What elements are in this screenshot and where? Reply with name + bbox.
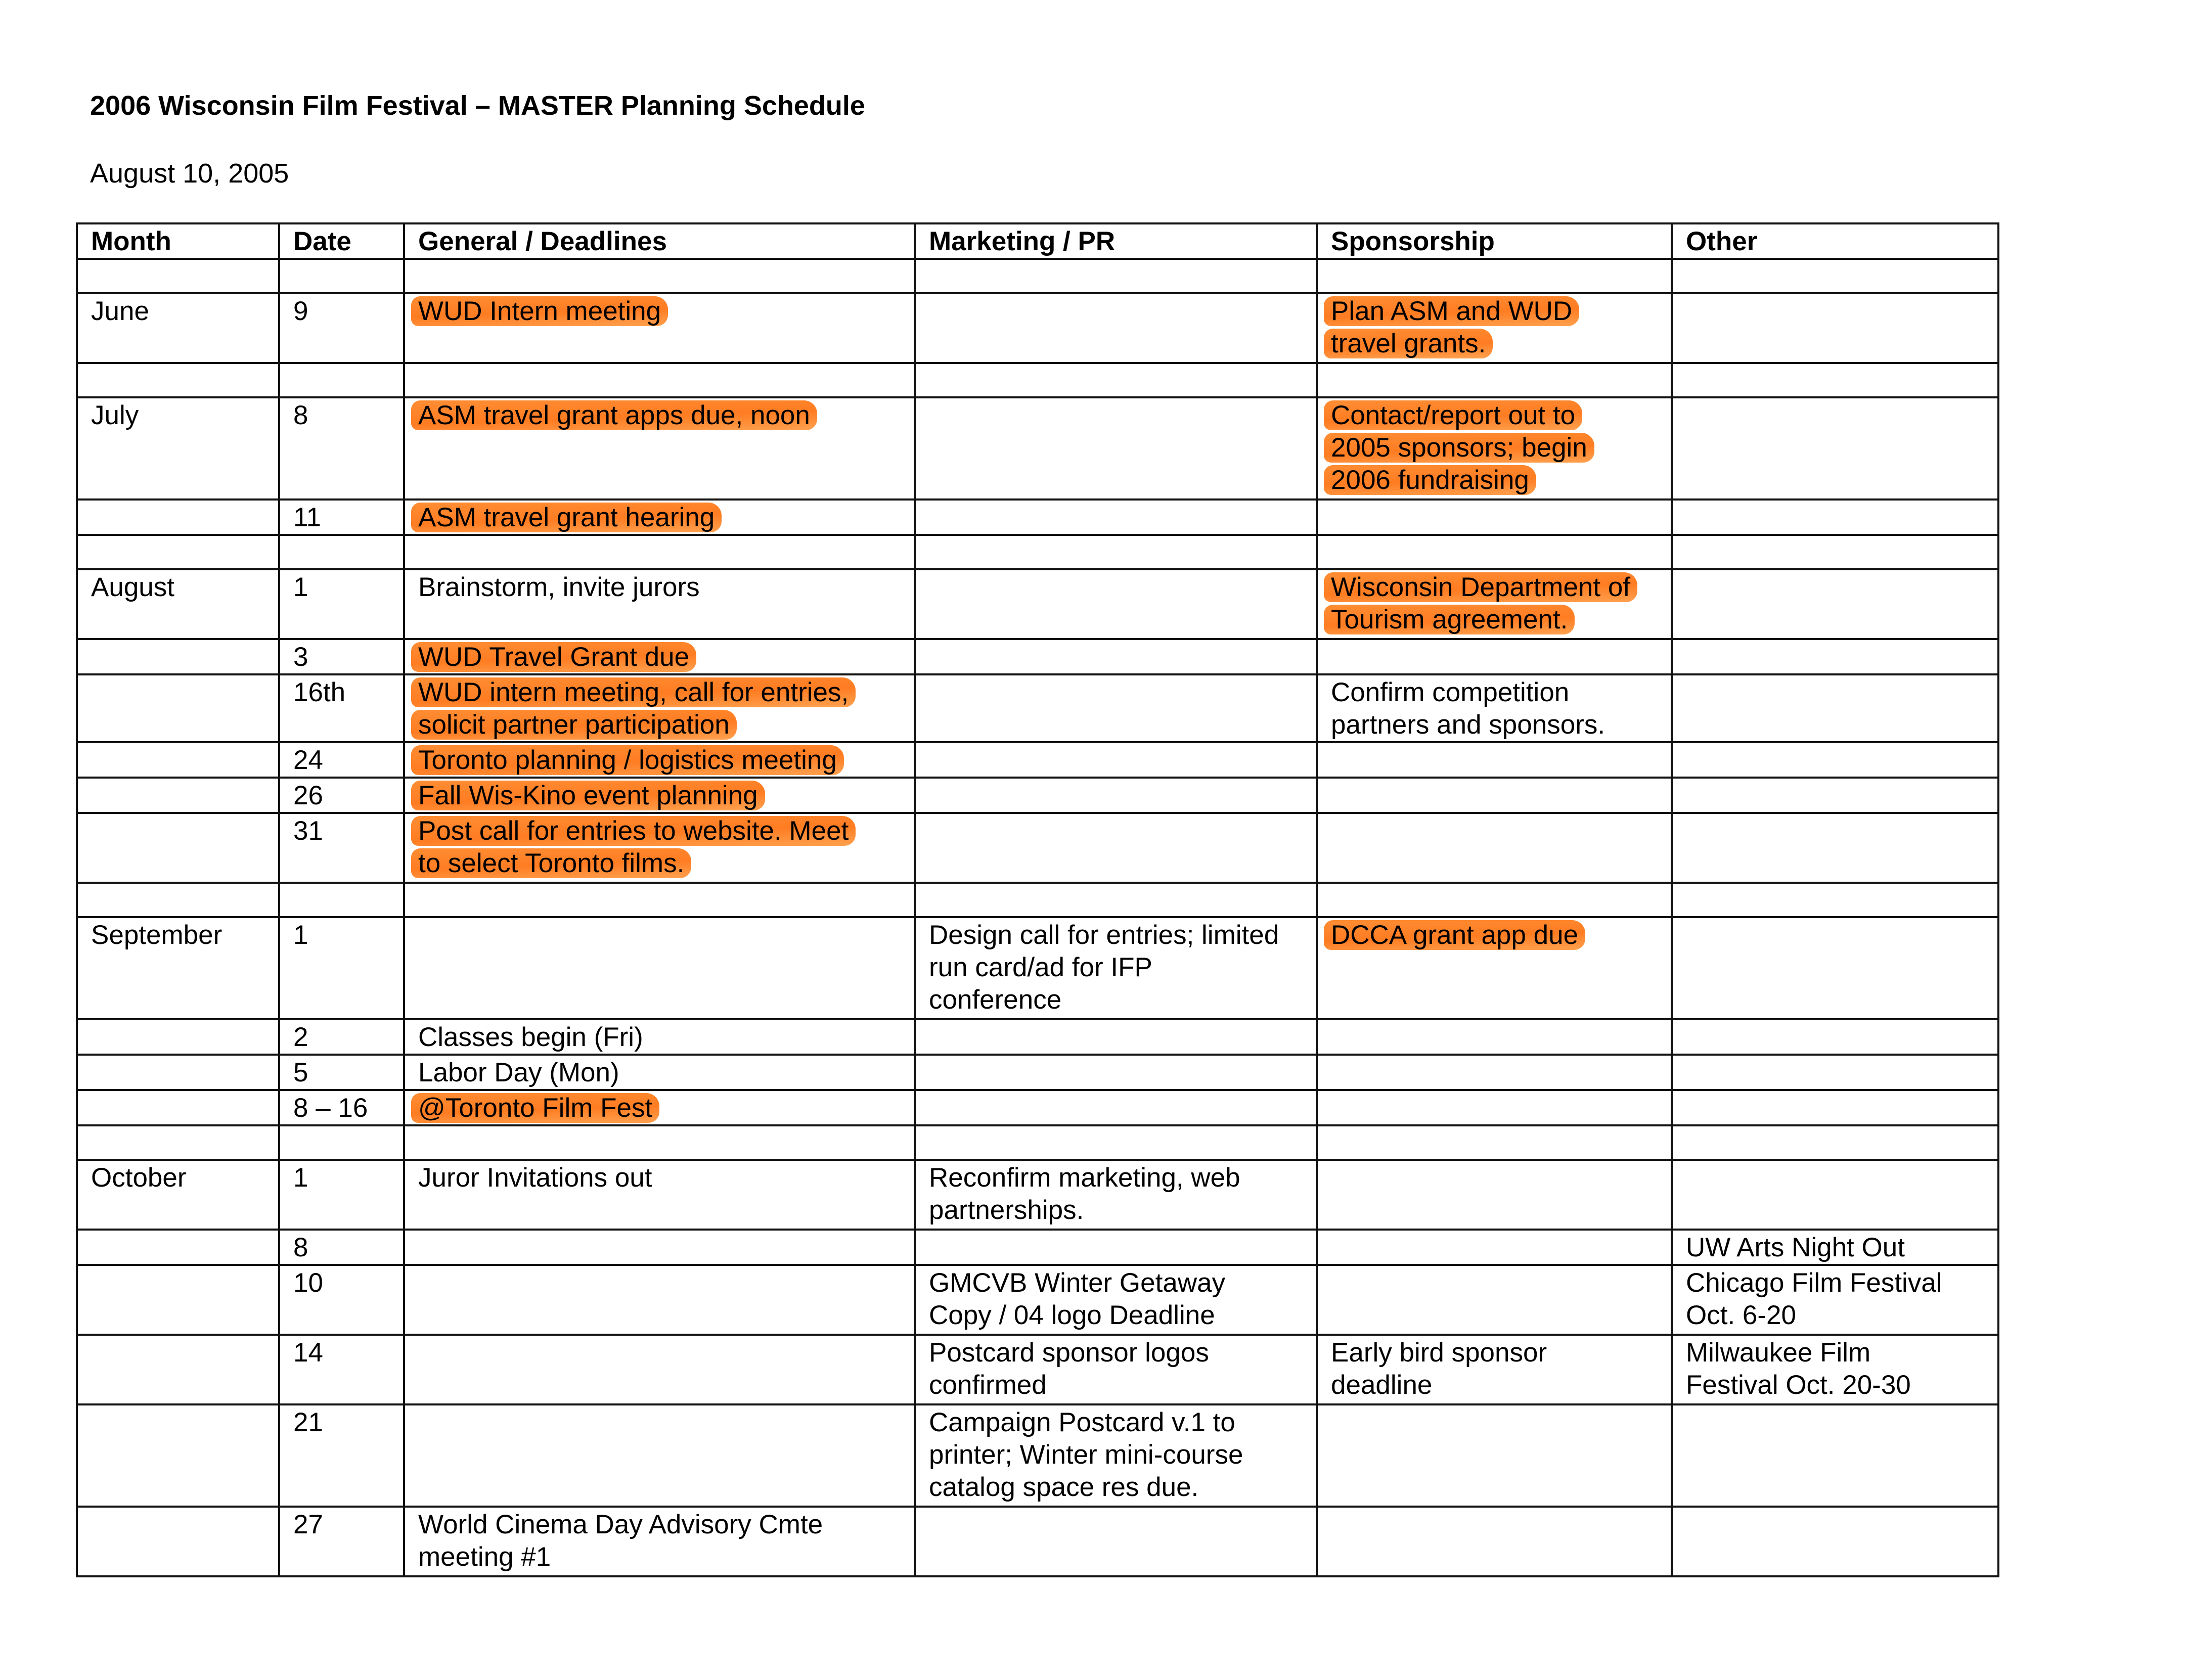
month-text: June <box>91 296 149 326</box>
date-cell <box>279 1160 404 1230</box>
other-cell <box>1672 813 1998 883</box>
general-text-highlighted: WUD Travel Grant due <box>411 642 696 672</box>
month-cell <box>77 917 279 1019</box>
date-text: 14 <box>293 1338 323 1368</box>
marketing-cell <box>915 569 1317 639</box>
general-cell <box>404 1230 915 1265</box>
sponsorship-text: Early bird sponsor deadline <box>1331 1338 1547 1400</box>
table-row <box>77 917 1998 1019</box>
general-cell <box>404 1055 915 1090</box>
sponsorship-cell <box>1317 293 1672 363</box>
marketing-cell <box>915 1335 1317 1404</box>
date-cell <box>279 883 404 917</box>
header-row <box>77 223 1998 259</box>
general-text-highlighted: Toronto planning / logistics meeting <box>411 745 844 775</box>
general-text-highlighted: ASM travel grant hearing <box>411 503 722 532</box>
other-cell <box>1672 1125 1998 1160</box>
date-cell <box>279 1055 404 1090</box>
general-cell <box>404 883 915 917</box>
marketing-cell <box>915 397 1317 500</box>
month-cell <box>77 1090 279 1125</box>
other-text: UW Arts Night Out <box>1686 1233 1905 1262</box>
table-row <box>77 813 1998 883</box>
sponsorship-cell <box>1317 1019 1672 1055</box>
general-cell <box>404 1125 915 1160</box>
date-cell <box>279 917 404 1019</box>
date-cell <box>279 500 404 535</box>
month-cell <box>77 259 279 293</box>
other-cell <box>1672 293 1998 363</box>
other-cell <box>1672 1055 1998 1090</box>
sponsorship-cell <box>1317 1125 1672 1160</box>
header-other: Other <box>1672 223 1998 259</box>
month-cell <box>77 363 279 397</box>
marketing-cell <box>915 1019 1317 1055</box>
date-cell <box>279 535 404 569</box>
general-text-highlighted: ASM travel grant apps due, noon <box>411 400 817 430</box>
date-cell <box>279 1090 404 1125</box>
month-cell <box>77 1019 279 1055</box>
month-cell <box>77 1160 279 1230</box>
marketing-text: Postcard sponsor logos confirmed <box>929 1338 1209 1400</box>
sponsorship-cell <box>1317 639 1672 674</box>
spacer-row <box>77 883 1998 917</box>
other-cell <box>1672 1265 1998 1335</box>
table-row <box>77 569 1998 639</box>
month-cell <box>77 813 279 883</box>
table-row <box>77 1019 1998 1055</box>
sponsorship-text-highlighted: Wisconsin Department of Tourism agreement. <box>1324 572 1637 634</box>
general-text: World Cinema Day Advisory Cmte meeting #1 <box>418 1510 823 1572</box>
table-row <box>77 1404 1998 1507</box>
date-text: 1 <box>293 1163 308 1193</box>
marketing-text: Design call for entries; limited run card/ad for IFP conference <box>929 920 1279 1015</box>
date-text: 10 <box>293 1268 323 1298</box>
month-cell <box>77 674 279 742</box>
month-text: August <box>91 572 175 602</box>
date-text: 24 <box>293 745 323 775</box>
date-cell <box>279 813 404 883</box>
date-text: 1 <box>293 572 308 602</box>
general-cell <box>404 1019 915 1055</box>
sponsorship-cell <box>1317 259 1672 293</box>
header-date: Date <box>279 223 404 259</box>
sponsorship-text: Confirm competition partners and sponsors. <box>1331 677 1605 740</box>
date-cell <box>279 569 404 639</box>
date-cell <box>279 293 404 363</box>
other-cell <box>1672 742 1998 778</box>
general-text-highlighted: @Toronto Film Fest <box>411 1093 659 1123</box>
date-cell <box>279 1125 404 1160</box>
date-text: 27 <box>293 1510 323 1539</box>
general-cell <box>404 1507 915 1576</box>
other-cell <box>1672 1335 1998 1404</box>
date-text: 21 <box>293 1407 323 1437</box>
general-cell <box>404 569 915 639</box>
marketing-cell <box>915 1125 1317 1160</box>
month-cell <box>77 742 279 778</box>
table-row <box>77 639 1998 674</box>
table-row <box>77 397 1998 500</box>
month-cell <box>77 1335 279 1404</box>
spacer-row <box>77 1125 1998 1160</box>
general-cell <box>404 639 915 674</box>
spacer-row <box>77 259 1998 293</box>
general-text: Brainstorm, invite jurors <box>418 572 700 602</box>
table-row <box>77 1265 1998 1335</box>
sponsorship-cell <box>1317 363 1672 397</box>
date-text: 16th <box>293 677 346 707</box>
marketing-cell <box>915 813 1317 883</box>
marketing-cell <box>915 500 1317 535</box>
other-cell <box>1672 778 1998 813</box>
month-cell <box>77 535 279 569</box>
general-text: Labor Day (Mon) <box>418 1058 619 1087</box>
month-cell <box>77 1404 279 1507</box>
sponsorship-text-highlighted: Plan ASM and WUD travel grants. <box>1324 296 1579 358</box>
general-text-highlighted: WUD intern meeting, call for entries, solicit partner participation <box>411 677 856 740</box>
other-text: Chicago Film Festival Oct. 6-20 <box>1686 1268 1942 1330</box>
table-row <box>77 1090 1998 1125</box>
marketing-cell <box>915 259 1317 293</box>
general-cell <box>404 397 915 500</box>
marketing-cell <box>915 1090 1317 1125</box>
sponsorship-cell <box>1317 813 1672 883</box>
spacer-row <box>77 535 1998 569</box>
date-text: 8 <box>293 1233 308 1262</box>
marketing-cell <box>915 363 1317 397</box>
other-cell <box>1672 883 1998 917</box>
other-cell <box>1672 569 1998 639</box>
table-row <box>77 1335 1998 1404</box>
general-cell <box>404 535 915 569</box>
general-text-highlighted: Fall Wis-Kino event planning <box>411 781 765 810</box>
sponsorship-text-highlighted: Contact/report out to 2005 sponsors; begin 2006 fundraising <box>1324 400 1594 495</box>
other-cell <box>1672 1019 1998 1055</box>
other-cell <box>1672 1090 1998 1125</box>
sponsorship-cell <box>1317 674 1672 742</box>
sponsorship-cell <box>1317 1265 1672 1335</box>
other-cell <box>1672 500 1998 535</box>
sponsorship-cell <box>1317 1055 1672 1090</box>
date-cell <box>279 1404 404 1507</box>
marketing-cell <box>915 293 1317 363</box>
month-cell <box>77 569 279 639</box>
sponsorship-cell <box>1317 1230 1672 1265</box>
date-text: 26 <box>293 781 323 810</box>
general-cell <box>404 674 915 742</box>
date-text: 3 <box>293 642 308 672</box>
marketing-cell <box>915 1055 1317 1090</box>
table-row <box>77 674 1998 742</box>
general-text-highlighted: Post call for entries to website. Meet to select Toronto films. <box>411 816 856 878</box>
month-cell <box>77 1125 279 1160</box>
marketing-cell <box>915 1230 1317 1265</box>
other-cell <box>1672 363 1998 397</box>
other-cell <box>1672 259 1998 293</box>
month-text: July <box>91 400 139 430</box>
table-row <box>77 1160 1998 1230</box>
date-text: 8 – 16 <box>293 1093 368 1123</box>
date-cell <box>279 259 404 293</box>
header-sponsorship: Sponsorship <box>1317 223 1672 259</box>
marketing-cell <box>915 1404 1317 1507</box>
marketing-cell <box>915 883 1317 917</box>
date-cell <box>279 1019 404 1055</box>
marketing-cell <box>915 1160 1317 1230</box>
sponsorship-cell <box>1317 500 1672 535</box>
month-cell <box>77 1230 279 1265</box>
general-cell <box>404 1160 915 1230</box>
sponsorship-cell <box>1317 1507 1672 1576</box>
month-cell <box>77 500 279 535</box>
general-cell <box>404 1335 915 1404</box>
other-text: Milwaukee Film Festival Oct. 20-30 <box>1686 1338 1911 1400</box>
date-text: 1 <box>293 920 308 950</box>
marketing-cell <box>915 778 1317 813</box>
month-cell <box>77 883 279 917</box>
date-cell <box>279 363 404 397</box>
general-cell <box>404 293 915 363</box>
month-cell <box>77 1055 279 1090</box>
other-cell <box>1672 535 1998 569</box>
document-date: August 10, 2005 <box>90 158 289 189</box>
month-cell <box>77 639 279 674</box>
general-cell <box>404 917 915 1019</box>
general-text: Juror Invitations out <box>418 1163 652 1193</box>
planning-schedule-table <box>76 222 1999 1577</box>
marketing-cell <box>915 1265 1317 1335</box>
general-cell <box>404 813 915 883</box>
date-text: 31 <box>293 816 323 846</box>
general-cell <box>404 1404 915 1507</box>
sponsorship-text-highlighted: DCCA grant app due <box>1324 920 1585 950</box>
table-body <box>77 259 1998 1576</box>
month-text: September <box>91 920 222 950</box>
other-cell <box>1672 1230 1998 1265</box>
other-cell <box>1672 1160 1998 1230</box>
header-marketing-pr: Marketing / PR <box>915 223 1317 259</box>
month-cell <box>77 1507 279 1576</box>
general-cell <box>404 1265 915 1335</box>
date-text: 8 <box>293 400 308 430</box>
other-cell <box>1672 674 1998 742</box>
sponsorship-cell <box>1317 1335 1672 1404</box>
other-cell <box>1672 1507 1998 1576</box>
marketing-text: GMCVB Winter Getaway Copy / 04 logo Deadline <box>929 1268 1226 1330</box>
month-cell <box>77 1265 279 1335</box>
sponsorship-cell <box>1317 778 1672 813</box>
other-cell <box>1672 397 1998 500</box>
date-cell <box>279 1230 404 1265</box>
marketing-cell <box>915 1507 1317 1576</box>
document-title: 2006 Wisconsin Film Festival – MASTER Planning Schedule <box>90 90 865 121</box>
month-cell <box>77 293 279 363</box>
marketing-cell <box>915 535 1317 569</box>
date-text: 2 <box>293 1022 308 1052</box>
sponsorship-cell <box>1317 1160 1672 1230</box>
date-cell <box>279 639 404 674</box>
general-text-highlighted: WUD Intern meeting <box>411 296 668 326</box>
marketing-text: Reconfirm marketing, web partnerships. <box>929 1163 1240 1225</box>
general-text: Classes begin (Fri) <box>418 1022 643 1052</box>
date-cell <box>279 1265 404 1335</box>
date-cell <box>279 1335 404 1404</box>
sponsorship-cell <box>1317 535 1672 569</box>
date-cell <box>279 397 404 500</box>
date-cell <box>279 674 404 742</box>
sponsorship-cell <box>1317 569 1672 639</box>
other-cell <box>1672 639 1998 674</box>
general-cell <box>404 363 915 397</box>
other-cell <box>1672 917 1998 1019</box>
other-cell <box>1672 1404 1998 1507</box>
marketing-cell <box>915 917 1317 1019</box>
month-text: October <box>91 1163 187 1193</box>
general-cell <box>404 778 915 813</box>
sponsorship-cell <box>1317 742 1672 778</box>
date-text: 5 <box>293 1058 308 1087</box>
header-general-deadlines: General / Deadlines <box>404 223 915 259</box>
date-cell <box>279 1507 404 1576</box>
table-row <box>77 1055 1998 1090</box>
date-cell <box>279 742 404 778</box>
spacer-row <box>77 363 1998 397</box>
general-cell <box>404 1090 915 1125</box>
table-row <box>77 778 1998 813</box>
month-cell <box>77 778 279 813</box>
date-text: 11 <box>293 503 322 532</box>
marketing-cell <box>915 742 1317 778</box>
general-cell <box>404 259 915 293</box>
marketing-text: Campaign Postcard v.1 to printer; Winter mini-course catalog space res due. <box>929 1407 1243 1502</box>
sponsorship-cell <box>1317 1404 1672 1507</box>
table-row <box>77 500 1998 535</box>
sponsorship-cell <box>1317 1090 1672 1125</box>
table-row <box>77 293 1998 363</box>
general-cell <box>404 742 915 778</box>
month-cell <box>77 397 279 500</box>
sponsorship-cell <box>1317 883 1672 917</box>
general-cell <box>404 500 915 535</box>
marketing-cell <box>915 674 1317 742</box>
date-cell <box>279 778 404 813</box>
date-text: 9 <box>293 296 308 326</box>
header-month: Month <box>77 223 279 259</box>
table-row <box>77 1230 1998 1265</box>
table-row <box>77 1507 1998 1576</box>
sponsorship-cell <box>1317 397 1672 500</box>
table-row <box>77 742 1998 778</box>
table-header <box>77 223 1998 259</box>
marketing-cell <box>915 639 1317 674</box>
sponsorship-cell <box>1317 917 1672 1019</box>
